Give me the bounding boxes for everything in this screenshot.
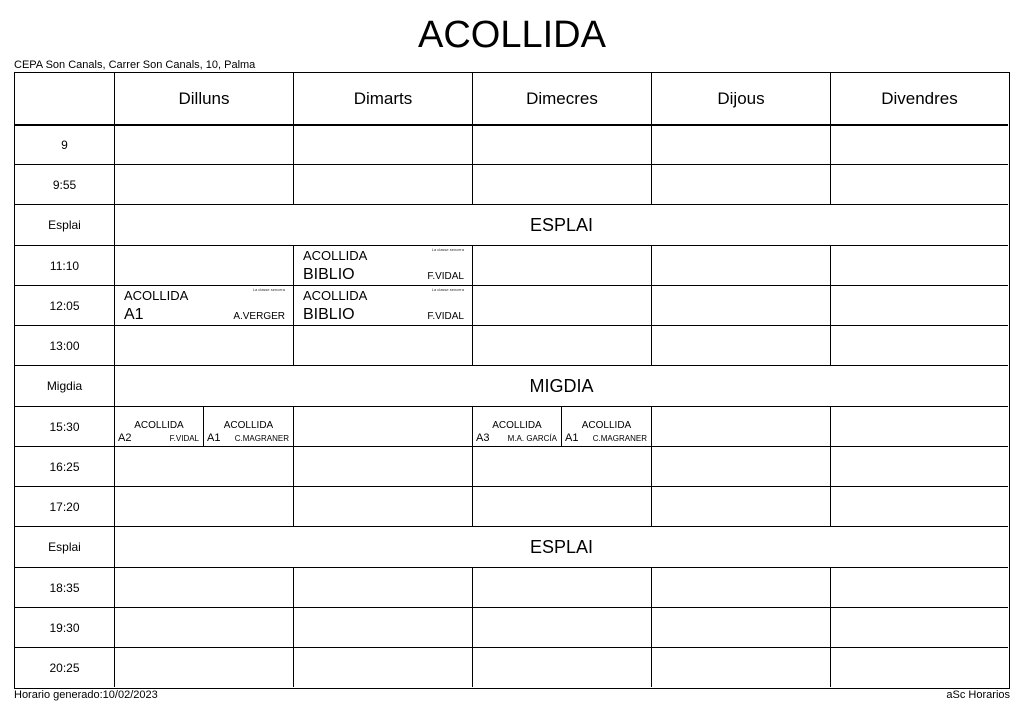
lesson-room: A1 xyxy=(124,306,144,323)
row-divider xyxy=(15,607,1008,608)
lesson-teacher: A.VERGER xyxy=(233,311,285,322)
lesson-subject: ACOLLIDA xyxy=(492,420,542,431)
lesson-card-split[interactable] xyxy=(473,407,561,446)
lesson-card-split[interactable] xyxy=(115,407,203,446)
lesson-subject: ACOLLIDA xyxy=(134,420,184,431)
lesson-teacher: C.MAGRANER xyxy=(592,434,647,443)
lesson-card[interactable] xyxy=(294,286,472,325)
column-divider xyxy=(472,567,473,687)
period-label: 13:00 xyxy=(49,338,80,353)
period-label: 16:25 xyxy=(49,459,80,474)
lesson-card-split[interactable] xyxy=(204,407,293,446)
day-header-dilluns: Dilluns xyxy=(178,88,230,108)
column-divider xyxy=(651,567,652,687)
column-divider xyxy=(293,406,294,527)
period-label: 17:20 xyxy=(49,499,80,514)
lesson-teacher: M.A. GARCÍA xyxy=(507,434,557,443)
lesson-room: BIBLIO xyxy=(303,266,355,283)
lesson-card-split[interactable] xyxy=(562,407,651,446)
lesson-room: A2 xyxy=(118,432,132,444)
lesson-subject: ACOLLIDA xyxy=(124,288,189,303)
day-header-divendres: Divendres xyxy=(881,88,958,108)
lesson-card[interactable] xyxy=(294,246,472,285)
lesson-subject: ACOLLIDA xyxy=(223,420,274,431)
lesson-teacher: F.VIDAL xyxy=(169,434,199,443)
header-divider xyxy=(15,124,1008,126)
column-divider xyxy=(830,567,831,687)
column-divider xyxy=(651,245,652,366)
lesson-room: BIBLIO xyxy=(303,306,355,323)
lesson-subject: ACOLLIDA xyxy=(581,420,632,431)
lesson-note: La classe sencera xyxy=(431,247,464,252)
day-header-dimarts: Dimarts xyxy=(353,88,413,108)
lesson-room: A1 xyxy=(207,432,221,444)
band-esplai: ESPLAI xyxy=(529,214,594,235)
software-credit: aSc Horarios xyxy=(946,689,1010,701)
lesson-room: A3 xyxy=(476,432,490,444)
lesson-subject: ACOLLIDA xyxy=(303,288,368,303)
period-label: 20:25 xyxy=(49,660,80,675)
column-divider xyxy=(472,245,473,366)
lesson-note: La classe sencera xyxy=(252,287,285,292)
period-label: 11:10 xyxy=(49,258,80,273)
period-label: 19:30 xyxy=(49,620,80,635)
lesson-note: La classe sencera xyxy=(431,287,464,292)
row-divider xyxy=(15,567,1008,568)
generated-date: Horario generado:10/02/2023 xyxy=(14,689,158,701)
page-title: ACOLLIDA xyxy=(418,14,606,56)
row-divider xyxy=(15,486,1008,487)
row-divider xyxy=(15,325,1008,326)
column-divider xyxy=(293,567,294,687)
period-label: 9 xyxy=(61,137,68,152)
column-divider xyxy=(830,406,831,527)
row-divider xyxy=(15,164,1008,165)
day-header-dimecres: Dimecres xyxy=(526,88,598,108)
lesson-subject: ACOLLIDA xyxy=(303,248,368,263)
period-label: 12:05 xyxy=(49,298,80,313)
period-label: Esplai xyxy=(48,218,81,232)
band-migdia: MIGDIA xyxy=(529,375,594,396)
lesson-room: A1 xyxy=(565,432,579,444)
band-esplai: ESPLAI xyxy=(529,536,594,557)
period-label: 15:30 xyxy=(49,419,80,434)
timetable-grid xyxy=(14,72,1010,689)
lesson-card[interactable] xyxy=(115,286,293,325)
lesson-teacher: F.VIDAL xyxy=(427,271,464,282)
period-label: Migdia xyxy=(46,379,83,393)
row-divider xyxy=(15,245,1008,246)
period-label: 18:35 xyxy=(49,580,80,595)
period-label: 9:55 xyxy=(52,177,77,192)
column-divider xyxy=(651,406,652,527)
row-divider xyxy=(15,647,1008,648)
period-label: Esplai xyxy=(48,540,81,554)
lesson-teacher: F.VIDAL xyxy=(427,311,464,322)
row-divider xyxy=(15,446,1008,447)
school-address: CEPA Son Canals, Carrer Son Canals, 10, Palma xyxy=(14,59,256,71)
day-header-dijous: Dijous xyxy=(717,88,765,108)
lesson-teacher: C.MAGRANER xyxy=(234,434,289,443)
column-divider xyxy=(830,245,831,366)
